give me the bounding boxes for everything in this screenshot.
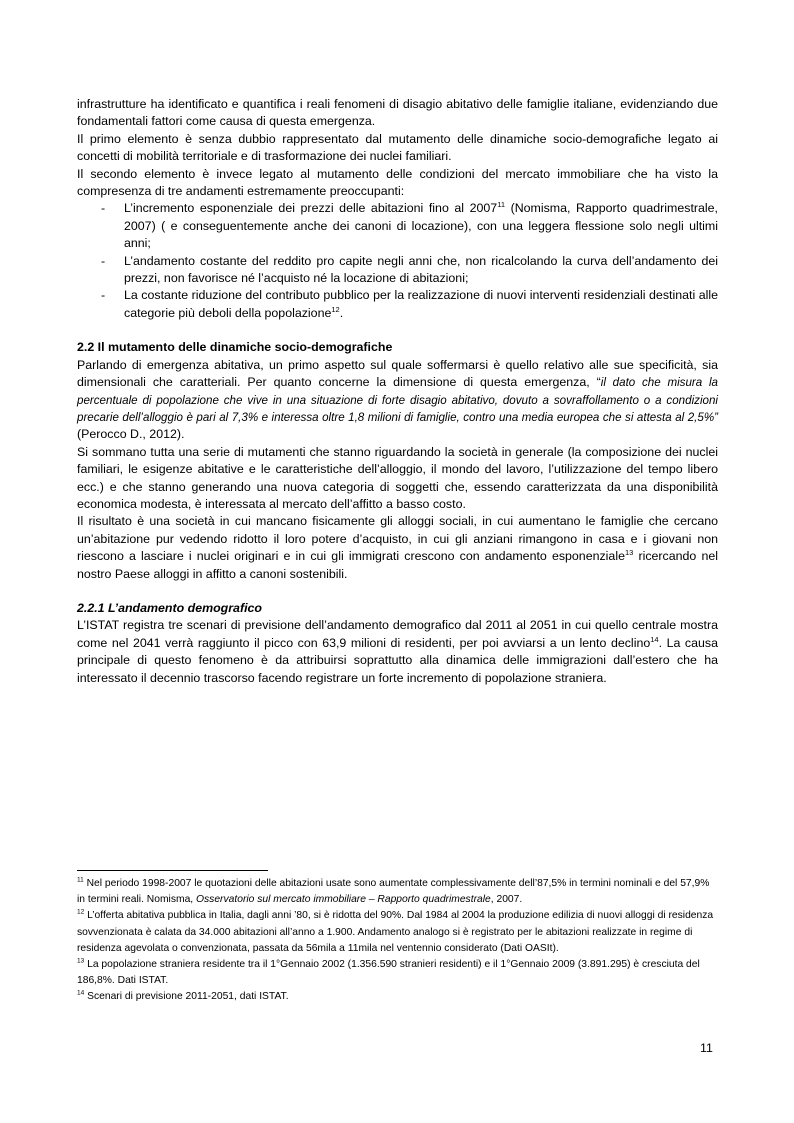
trends-list [77,200,718,322]
footnote-text-cont: , 2007. [490,894,523,906]
footnote-ref[interactable]: 13 [624,548,634,558]
intro-paragraph-1: infrastrutture ha identificato e quantifica i reali fenomeni di disagio abitativo delle famiglie italiane, evidenziando due fondamentali fattori come causa di questa emergenza. [77,97,718,129]
list-item-text: L’andamento costante del reddito pro capite negli anni che, non ricalcolando la curva dell’andamento dei prezzi, non favorisce né l’acquisto né la locazione di abitazioni; [124,253,718,286]
subsection-heading: 2.2.1 L’andamento demografico [77,600,262,615]
quotation: il dato che misura la percentuale di popolazione che vive in una situazione di forte disagio abitativo, dovuto a sovraffollamento o a condizioni precarie dell’alloggio è pari al 7,3% e interessa oltre 1,8 milioni di famiglie, contro una media europea che si attesta al 2,5%” [77,376,719,424]
footnote-number: 12 [77,908,85,916]
citation: (Perocco D., 2012). [77,427,185,442]
paragraph-text-cont: . La causa principale di questo fenomeno è da attribuirsi soprattutto alla dinamica delle immigrazioni dall’estero che ha interessato il decennio trascorso facendo registrare un forte incremento di popolazione straniera. [77,635,718,685]
paragraph-text: Parlando di emergenza abitativa, un primo aspetto sul quale soffermarsi è quello relativo alle sue specificità, sia dimensionali che caratteriali. Per quanto concerne la dimensione di questa emergenza, “ [77,357,718,390]
footnote-ref[interactable]: 11 [497,200,505,210]
footnote-separator [77,870,268,871]
bullet-dash: - [101,201,106,216]
list-item [77,253,718,288]
footnote-ref[interactable]: 12 [331,304,340,314]
footnotes [77,876,718,1006]
footnote-number: 14 [77,990,85,997]
list-item-text-cont: (Nomisma, Rapporto quadrimestrale, 2007) ( e conseguentemente anche dei canoni di locazione), con una leggera flessione solo negli ultimi anni; [124,201,718,251]
footnote [77,957,718,989]
intro-paragraph-2: Il primo elemento è senza dubbio rappresentato dal mutamento delle dinamiche socio-demografiche legato ai concetti di mobilità territoriale e di trasformazione dei nuclei familiari. [77,131,718,164]
list-item-text-cont: . [339,305,344,320]
footnote-text: Nel periodo 1998-2007 le quotazioni delle abitazioni usate sono aumentate complessivamente dell’87,5% in termini nominali e del 57,9% in termini reali. Nomisma, [77,878,710,906]
bullet-dash: - [101,288,106,303]
list-item [77,287,718,322]
footnote [77,876,718,908]
footnote-ref[interactable]: 14 [650,634,659,644]
footnote [77,908,718,957]
list-item-text: L’incremento esponenziale dei prezzi delle abitazioni fino al 2007 [124,201,498,216]
paragraph-text: Il risultato è una società in cui mancano fisicamente gli alloggi sociali, in cui aumentano le famiglie che cercano un’abitazione pur vedendo ridotto il loro potere d’acquisto, in cui gli anziani rimangono in casa e i giovani non riescono a lasciare i nuclei originari e in cui gli immigrati crescono con andamento esponenziale [77,514,718,564]
section-heading: 2.2 Il mutamento delle dinamiche socio-demografiche [77,340,393,355]
paragraph-text: L’ISTAT registra tre scenari di previsione dell’andamento demografico dal 2011 al 2051 in cui quello centrale mostra come nel 2041 verrà raggiunto il picco con 63,9 milioni di residenti, per poi avviarsi a un lento declino [77,618,718,650]
section-paragraph-2: Si sommano tutta una serie di mutamenti che stanno riguardando la società in generale (la composizione dei nuclei familiari, le esigenze abitative e le caratteristiche dell’alloggio, il mondo del lavoro, l’utilizzazione del tempo libero ecc.) e che stanno generando una nuova categoria di soggetti che, essendo caratterizzata da una disponibilità economica modesta, è interessata al mercato dell’affitto a basso costo. [77,444,718,511]
list-item [77,200,718,252]
footnote-text: L’offerta abitativa pubblica in Italia, dagli anni ’80, si è ridotta del 90%. Dal 1984 al 2004 la produzione edilizia di nuovi alloggi di residenza sovvenzionata è calata da 34.000 abitazioni all’anno a 1.900. Andamento analogo si è registrato per le abitazioni realizzate in regime di residenza agevolata o convenzionata, passata da 56mila a 11mila nel ventennio considerato (Dati OASIt). [77,910,714,954]
section-paragraph-3 [77,513,718,583]
bullet-dash: - [101,253,106,268]
paragraph-text-cont: ricercando nel nostro Paese alloggi in affitto a canoni sostenibili. [77,549,718,581]
page-number: 11 [700,1041,713,1055]
intro-paragraph-3: Il secondo elemento è invece legato al mutamento delle condizioni del mercato immobiliare che ha visto la compresenza di tre andamenti estremamente preoccupanti: [77,166,718,199]
footnote-text: La popolazione straniera residente tra il 1°Gennaio 2002 (1.356.590 stranieri residenti) e il 1°Gennaio 2009 (3.891.295) è cresciuta del 186,8%. Dati ISTAT. [77,959,700,987]
footnote [77,989,718,1005]
footnote-number: 11 [77,876,84,884]
subsection-paragraph-1 [77,617,718,687]
list-item-text: La costante riduzione del contributo pubblico per la realizzazione di nuovi interventi residenziali destinati alle categorie più deboli della popolazione [124,288,718,320]
footnote-text: Scenari di previsione 2011-2051, dati ISTAT. [84,991,289,1003]
footnote-number: 13 [77,957,85,965]
footnote-italic-title: Osservatorio sul mercato immobiliare – Rapporto quadrimestrale [196,894,491,906]
page-body [77,96,718,687]
section-paragraph-1 [77,357,718,444]
